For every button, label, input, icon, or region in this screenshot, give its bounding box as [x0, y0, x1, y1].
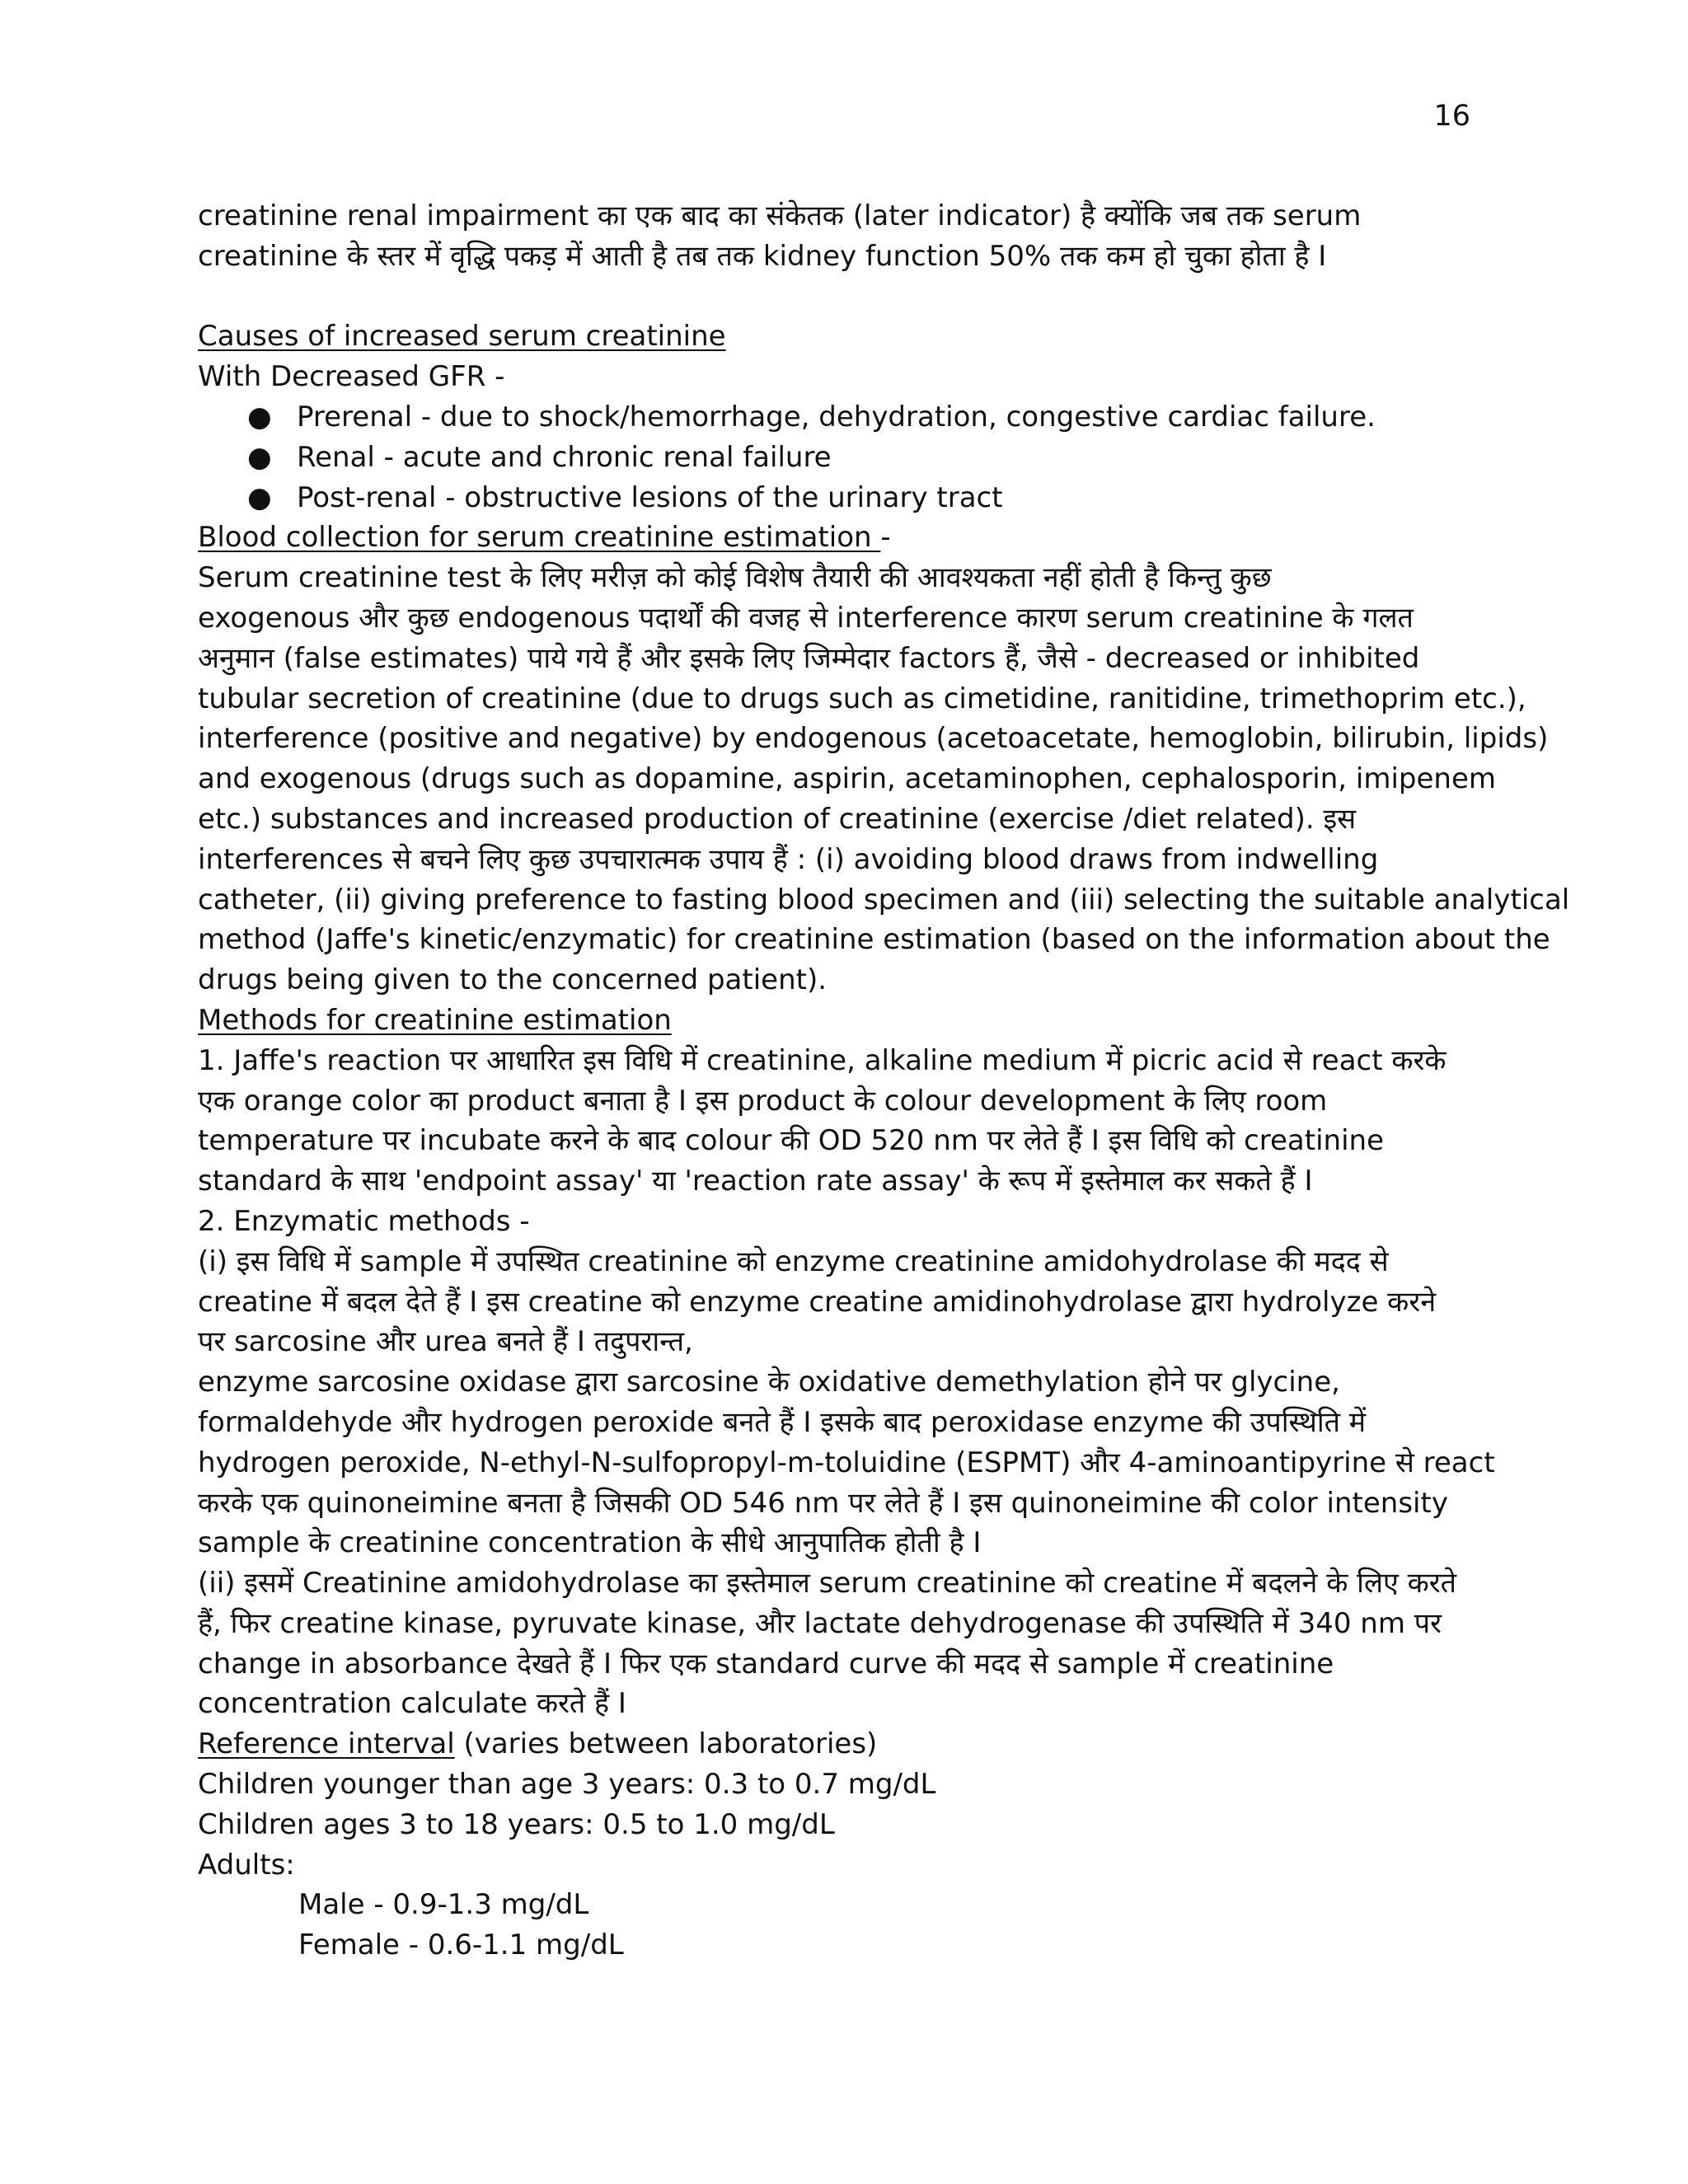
reference-heading: Reference interval [198, 1727, 455, 1761]
text-line: method (Jaffe's kinetic/enzymatic) for creatinine estimation (based on the information about the [198, 923, 1550, 957]
reference-male: Male - 0.9-1.3 mg/dL [298, 1888, 589, 1922]
blood-collection-heading: Blood collection for serum creatinine estimation [198, 521, 881, 555]
reference-female: Female - 0.6-1.1 mg/dL [298, 1929, 624, 1962]
text-line: एक orange color का product बनाता है I इस product के colour development के लिए room [198, 1084, 1328, 1118]
reference-note: (varies between laboratories) [454, 1727, 878, 1761]
text-line: enzyme sarcosine oxidase द्वारा sarcosine के oxidative demethylation होने पर glycine, [198, 1366, 1340, 1399]
list-item: ● Prerenal - due to shock/hemorrhage, dehydration, congestive cardiac failure. [247, 397, 1500, 438]
text-line: हैं, फिर creatine kinase, pyruvate kinase, और lactate dehydrogenase की उपस्थिति में 340 nm पर [198, 1606, 1442, 1640]
bullet-icon: ● [247, 440, 272, 474]
causes-heading: Causes of increased serum creatinine [198, 320, 726, 354]
bullet-icon: ● [247, 480, 272, 514]
text-line: hydrogen peroxide, N-ethyl-N-sulfopropyl-m-toluidine (ESPMT) और 4-aminoantipyrine से react [198, 1446, 1495, 1479]
text-line: drugs being given to the concerned patient). [198, 963, 828, 997]
blood-collection-section: Blood collection for serum creatinine estimation - Serum creatinine test के लिए मरीज़ को कोई विशेष तैयारी की आवश्यकता नहीं होती है किन्तु कुछ exogenous और कुछ endogenous पदार्थों की वजह से interference कारण serum creatinine के गलत अनुमान (false estimates) पाये गये हैं और इसके लिए जिम्मेदार factors हैं, जैसे - decreased or inhibited tubular secretion of creatinine (due to drugs such as cimetidine, ranitidine, trimethoprim etc.), interference (positive and negative) by endogenous (acetoacetate, hemoglobin, bilirubin, lipids) and exogenous (drugs such as dopamine, aspirin, acetaminophen, cephalosporin, imipenem etc.) substances and increased production of creatinine (exercise /diet related). इस interferences से बचने लिए कुछ उपचारात्मक उपाय हैं : (i) avoiding blood draws from indwelling catheter, (ii) giving preference to fasting blood specimen and (iii) selecting the suitable analytical method (Jaffe's kinetic/enzymatic) for creatinine estimation (based on the information about the drugs being given to the concerned patient). [198, 518, 1500, 1001]
text-line: interference (positive and negative) by endogenous (acetoacetate, hemoglobin, bilirubin, lipids) [198, 722, 1549, 756]
text-line: standard के साथ 'endpoint assay' या 'reaction rate assay' के रूप में इस्तेमाल कर सकते हैं I [198, 1165, 1313, 1198]
text-line: 1. Jaffe's reaction पर आधारित इस विधि में creatinine, alkaline medium में picric acid से react करके [198, 1043, 1447, 1077]
text-line: concentration calculate करते हैं I [198, 1687, 626, 1721]
text-line: etc.) substances and increased production of creatinine (exercise /diet related). इस [198, 802, 1357, 836]
text-line: पर sarcosine और urea बनते हैं I तदुपरान्त, [198, 1325, 693, 1359]
text-line: catheter, (ii) giving preference to fasting blood specimen and (iii) selecting the suitable analytical [198, 883, 1570, 916]
text-line: tubular secretion of creatinine (due to drugs such as cimetidine, ranitidine, trimethoprim etc.), [198, 682, 1526, 715]
text-line: temperature पर incubate करने के बाद colour की OD 520 nm पर लेते हैं I इस विधि को creatinine [198, 1124, 1385, 1158]
blank-line [198, 277, 1500, 317]
text-line: Children younger than age 3 years: 0.3 to 0.7 mg/dL [198, 1768, 936, 1802]
bullet-icon: ● [247, 400, 272, 434]
text-line: creatinine के स्तर में वृद्धि पकड़ में आती है तब तक kidney function 50% तक कम हो चुका होता है I [198, 239, 1327, 273]
causes-subheading: With Decreased GFR - [198, 360, 505, 394]
page-number: 16 [1433, 100, 1470, 133]
text-line: Adults: [198, 1848, 295, 1882]
causes-list [198, 397, 1500, 518]
text-line: (i) इस विधि में sample में उपस्थित creatinine को enzyme creatinine amidohydrolase की मदद से [198, 1244, 1389, 1278]
text-line: creatine में बदल देते हैं I इस creatine को enzyme creatine amidinohydrolase द्वारा hydrolyze करने [198, 1285, 1437, 1319]
text-line: change in absorbance देखते हैं I फिर एक standard curve की मदद से sample में creatinine [198, 1647, 1334, 1680]
list-item: ● Renal - acute and chronic renal failure [247, 438, 1500, 478]
causes-section [198, 316, 1500, 518]
methods-heading: Methods for creatinine estimation [198, 1003, 672, 1037]
methods-section [198, 1001, 1500, 1724]
text-line: creatinine renal impairment का एक बाद का संकेतक (later indicator) है क्योंकि जब तक serum [198, 199, 1362, 232]
text-line: (ii) इसमें Creatinine amidohydrolase का इस्तेमाल serum creatinine को creatine में बदलने के लिए करते [198, 1567, 1457, 1601]
document-body [198, 196, 1570, 1966]
text-line: exogenous और कुछ endogenous पदार्थों की वजह से interference कारण serum creatinine के गलत [198, 601, 1414, 635]
text-line: Serum creatinine test के लिए मरीज़ को कोई विशेष तैयारी की आवश्यकता नहीं होती है किन्तु कुछ [198, 561, 1272, 595]
reference-section [198, 1724, 1500, 1966]
text-line: and exogenous (drugs such as dopamine, aspirin, acetaminophen, cephalosporin, imipenem [198, 762, 1497, 796]
list-item: ● Post-renal - obstructive lesions of the urinary tract [247, 478, 1500, 518]
text-line: formaldehyde और hydrogen peroxide बनते हैं I इसके बाद peroxidase enzyme की उपस्थिति में [198, 1405, 1367, 1439]
text-line: sample के creatinine concentration के सीधे आनुपातिक होती है I [198, 1526, 982, 1560]
text-line: Children ages 3 to 18 years: 0.5 to 1.0 mg/dL [198, 1807, 835, 1841]
text-line: interferences से बचने लिए कुछ उपचारात्मक उपाय हैं : (i) avoiding blood draws from indwelling [198, 842, 1379, 876]
text-line: 2. Enzymatic methods - [198, 1204, 530, 1238]
text-line: अनुमान (false estimates) पाये गये हैं और इसके लिए जिम्मेदार factors हैं, जैसे - decreased or inhibited [198, 641, 1420, 675]
intro-paragraph [198, 196, 1500, 277]
text-line: करके एक quinoneimine बनता है जिसकी OD 546 nm पर लेते हैं I इस quinoneimine की color intensity [198, 1486, 1448, 1520]
